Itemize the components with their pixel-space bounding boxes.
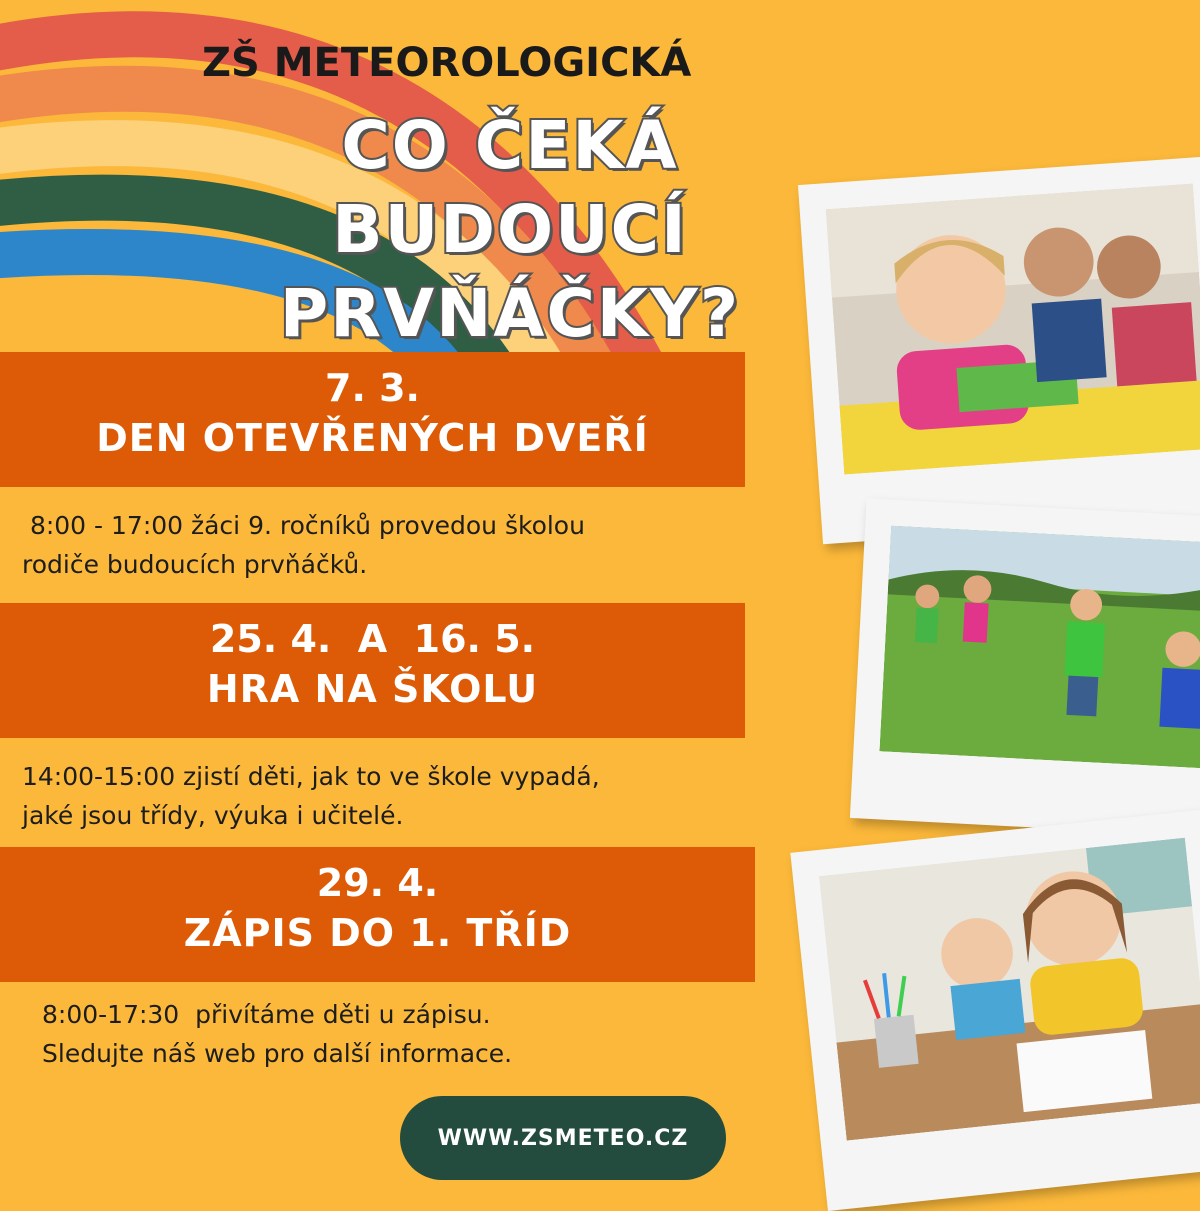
event-date: 7. 3. [325, 366, 420, 410]
website-button[interactable]: WWW.ZSMETEO.CZ [400, 1096, 726, 1180]
school-name: ZŠ METEOROLOGICKÁ [202, 40, 692, 86]
headline [250, 104, 770, 356]
event-description-school-game [22, 757, 600, 835]
event-date: 29. 4. [316, 861, 439, 905]
girl-writing-in-classroom-photo [790, 809, 1200, 1211]
description-line: rodiče budoucích prvňáčků. [22, 550, 368, 579]
event-title: HRA NA ŠKOLU [206, 667, 539, 711]
event-banner-school-game [0, 603, 745, 738]
description-line: Sledujte náš web pro další informace. [42, 1039, 513, 1068]
description-line: 8:00 - 17:00 žáci 9. ročníků provedou školou [22, 511, 585, 540]
event-description-open-day [22, 506, 585, 584]
headline-line-1: CO ČEKÁ [341, 107, 679, 184]
children-playing-image [879, 526, 1200, 769]
event-banner-open-day [0, 352, 745, 487]
description-line: 14:00-15:00 zjistí děti, jak to ve škole vypadá, [22, 762, 600, 791]
description-line: 8:00-17:30 přivítáme děti u zápisu. [42, 1000, 491, 1029]
children-reading-photo [798, 156, 1200, 544]
event-date: 25. 4. A 16. 5. [209, 617, 536, 661]
description-line: jaké jsou třídy, výuka i učitelé. [22, 801, 404, 830]
headline-line-2: BUDOUCÍ [332, 191, 688, 268]
headline-line-3: PRVŇÁČKY? [279, 275, 741, 352]
children-reading-image [826, 184, 1200, 475]
event-banner-enrollment [0, 847, 755, 982]
girl-writing-image [819, 838, 1200, 1141]
event-description-enrollment [42, 995, 512, 1073]
event-title: ZÁPIS DO 1. TŘÍD [183, 911, 572, 955]
children-playing-outdoors-photo [850, 498, 1200, 837]
event-title: DEN OTEVŘENÝCH DVEŘÍ [96, 416, 649, 460]
